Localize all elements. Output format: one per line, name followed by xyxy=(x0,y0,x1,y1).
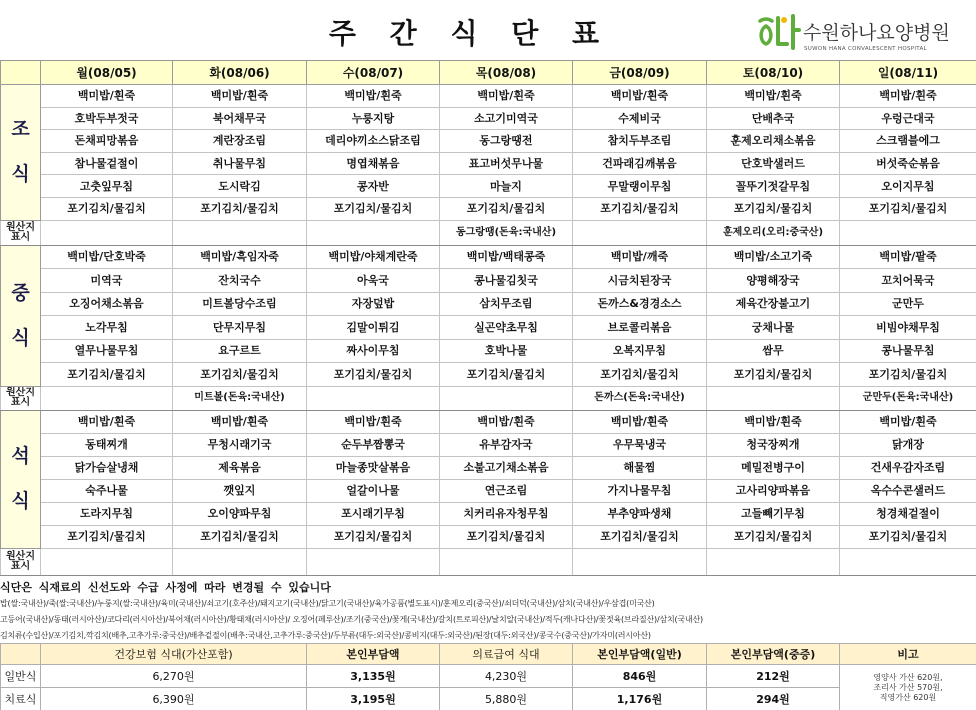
menu-cell: 가지나물무침 xyxy=(573,479,707,502)
menu-cell: 취나물무침 xyxy=(173,152,307,175)
menu-cell: 버섯죽순볶음 xyxy=(840,152,976,175)
origin-cell xyxy=(840,220,976,245)
day-header-sun: 일(08/11) xyxy=(840,61,976,85)
section-label-breakfast xyxy=(1,85,41,221)
menu-cell: 연근조림 xyxy=(440,479,573,502)
menu-cell: 아욱국 xyxy=(307,269,440,293)
breakfast-origin-row xyxy=(1,220,976,245)
menu-cell: 우렁근대국 xyxy=(840,107,976,130)
menu-cell: 포기김치/물김치 xyxy=(840,197,976,220)
remark-line: 조리사 가산 570원, xyxy=(873,682,943,692)
section-label-dinner xyxy=(1,410,41,548)
hospital-name: 수원하나요양병원 xyxy=(803,22,950,44)
origin-cell xyxy=(173,548,307,575)
section-label-text xyxy=(1,120,40,184)
menu-cell: 얼갈이나물 xyxy=(307,479,440,502)
menu-cell: 쌈무 xyxy=(707,339,840,363)
section-label-char: 식 xyxy=(11,163,30,186)
menu-cell: 고춧잎무침 xyxy=(41,175,173,198)
menu-cell: 백미밥/흰죽 xyxy=(840,410,976,433)
menu-cell: 백미밥/백태콩죽 xyxy=(440,245,573,269)
origin-cell xyxy=(573,220,707,245)
menu-cell: 오복지무침 xyxy=(573,339,707,363)
dinner-row xyxy=(1,410,976,433)
dinner-origin-row xyxy=(1,548,976,575)
price-header: 본인부담액 xyxy=(307,644,440,665)
day-header-row xyxy=(1,61,976,85)
meal-price-table xyxy=(0,643,976,710)
menu-cell: 스크램블에그 xyxy=(840,130,976,153)
menu-cell: 콩나물무침 xyxy=(840,339,976,363)
price-value: 846원 xyxy=(573,665,707,688)
origin-note-line: 고등어(국내산)/동태(러시아산)/코다리(러시아산)/북어채(러시아산)/황태채(러시아산)/ 오징어(페루산)/조기(중국산)/꽃게(국내산)/갈치(트로피산)/날치알(국내산)/적두(캐나다산)/꽃젓육(브라질산)/삼치(국내산) xyxy=(0,615,703,624)
menu-cell: 건새우감자조림 xyxy=(840,456,976,479)
section-label-text xyxy=(1,447,40,511)
menu-cell: 포기김치/물김치 xyxy=(840,525,976,548)
lunch-row xyxy=(1,245,976,269)
menu-cell: 고사리양파볶음 xyxy=(707,479,840,502)
origin-label-line: 원산지 xyxy=(6,221,35,233)
menu-cell: 메밀전병구이 xyxy=(707,456,840,479)
menu-cell: 콩자반 xyxy=(307,175,440,198)
price-value: 3,195원 xyxy=(307,688,440,710)
menu-cell: 짜사이무침 xyxy=(307,339,440,363)
menu-cell: 제육볶음 xyxy=(173,456,307,479)
menu-cell: 꼬치어묵국 xyxy=(840,269,976,293)
price-value: 5,880원 xyxy=(440,688,573,710)
menu-cell: 치커리유자청무침 xyxy=(440,502,573,525)
menu-cell: 돈까스&경경소스 xyxy=(573,292,707,316)
origin-cell: 군만두(돈육:국내산) xyxy=(840,386,976,410)
menu-cell: 시금치된장국 xyxy=(573,269,707,293)
origin-cell xyxy=(573,548,707,575)
menu-cell: 미트볼당수조림 xyxy=(173,292,307,316)
menu-cell: 잔치국수 xyxy=(173,269,307,293)
menu-cell: 숙주나물 xyxy=(41,479,173,502)
origin-cell xyxy=(307,548,440,575)
menu-cell: 마늘지 xyxy=(440,175,573,198)
menu-cell: 참나물겉절이 xyxy=(41,152,173,175)
menu-cell: 포기김치/물김치 xyxy=(440,525,573,548)
origin-note-line: 김치류(수입산)/포기김치,깍김치(배추,고추가루:중국산)/배추겉절이(배추:국내산,고추가루:중국산)/두부류(대두:외국산)/콩비지(대두:외국산)/된장(대두:외국산)/콩국수(중국산)/가자미(러시아산) xyxy=(0,631,651,640)
price-value: 3,135원 xyxy=(307,665,440,688)
origin-label-line: 표시 xyxy=(10,560,31,572)
origin-cell xyxy=(41,548,173,575)
weekly-menu-table xyxy=(0,60,976,576)
menu-cell: 표고버섯무나물 xyxy=(440,152,573,175)
menu-cell: 포기김치/물김치 xyxy=(440,197,573,220)
menu-cell: 노각무침 xyxy=(41,316,173,340)
menu-cell: 백미밥/흰죽 xyxy=(573,85,707,108)
price-value: 1,176원 xyxy=(573,688,707,710)
menu-cell: 비빔야채무침 xyxy=(840,316,976,340)
lunch-row xyxy=(1,316,976,340)
menu-cell: 요구르트 xyxy=(173,339,307,363)
menu-cell: 도시락김 xyxy=(173,175,307,198)
remark-line: 영양사 가산 620원, xyxy=(873,672,943,682)
dinner-row xyxy=(1,525,976,548)
price-header: 건강보험 식대(가산포함) xyxy=(41,644,307,665)
menu-cell: 오이양파무침 xyxy=(173,502,307,525)
menu-cell: 소고기미역국 xyxy=(440,107,573,130)
menu-cell: 단무지무침 xyxy=(173,316,307,340)
origin-cell: 돈까스(돈육:국내산) xyxy=(573,386,707,410)
menu-cell: 옥수수콘샐러드 xyxy=(840,479,976,502)
menu-cell: 훈제오리채소볶음 xyxy=(707,130,840,153)
menu-cell: 포기김치/물김치 xyxy=(307,525,440,548)
menu-cell: 포기김치/물김치 xyxy=(707,363,840,387)
page-title: 주 간 식 단 표 xyxy=(328,17,612,50)
remark-cell xyxy=(840,665,976,710)
breakfast-row xyxy=(1,152,976,175)
menu-cell: 군만두 xyxy=(840,292,976,316)
menu-cell: 포기김치/물김치 xyxy=(840,363,976,387)
origin-cell xyxy=(840,548,976,575)
menu-cell: 닭가슴살냉채 xyxy=(41,456,173,479)
price-header-row xyxy=(1,644,976,665)
menu-cell: 백미밥/흰죽 xyxy=(840,85,976,108)
origin-label-line: 원산지 xyxy=(6,550,35,562)
menu-cell: 포기김치/물김치 xyxy=(173,363,307,387)
breakfast-row xyxy=(1,175,976,198)
menu-cell: 삼치무조림 xyxy=(440,292,573,316)
origin-cell: 미트볼(돈육:국내산) xyxy=(173,386,307,410)
menu-cell: 백미밥/흰죽 xyxy=(173,85,307,108)
price-value: 294원 xyxy=(707,688,840,710)
price-row xyxy=(1,665,976,688)
dinner-row xyxy=(1,456,976,479)
origin-cell xyxy=(307,386,440,410)
menu-cell: 백미밥/흰죽 xyxy=(707,410,840,433)
menu-cell: 포기김치/물김치 xyxy=(573,197,707,220)
menu-cell: 동태찌개 xyxy=(41,433,173,456)
menu-cell: 백미밥/소고기죽 xyxy=(707,245,840,269)
origin-note-line: 밥(쌀:국내산)/죽(쌀:국내산)/누룽지(쌀:국내산)/육미(국내산)/쇠고기(호주산)/돼지고기(국내산)/닭고기(국내산)/육가공품(별도표시)/훈제오리(중국산)/쇠더덕(국내산)/삼치(국내산)/우삼겹(미국산) xyxy=(0,599,655,608)
menu-cell: 계란장조림 xyxy=(173,130,307,153)
origin-cell xyxy=(707,548,840,575)
menu-cell: 마늘종맛살볶음 xyxy=(307,456,440,479)
corner-cell xyxy=(1,61,41,85)
menu-cell: 도라지무침 xyxy=(41,502,173,525)
origin-cell xyxy=(440,386,573,410)
price-header: 본인부담액(중증) xyxy=(707,644,840,665)
menu-cell: 깻잎지 xyxy=(173,479,307,502)
lunch-origin-row xyxy=(1,386,976,410)
menu-cell: 브로콜리볶음 xyxy=(573,316,707,340)
menu-cell: 포기김치/물김치 xyxy=(573,525,707,548)
day-header-sat: 토(08/10) xyxy=(707,61,840,85)
origin-cell xyxy=(173,220,307,245)
menu-cell: 백미밥/흰죽 xyxy=(41,410,173,433)
notes-section xyxy=(0,575,976,643)
origin-cell xyxy=(307,220,440,245)
menu-cell: 백미밥/흰죽 xyxy=(307,85,440,108)
section-label-char: 석 xyxy=(11,445,30,468)
menu-cell: 백미밥/팥죽 xyxy=(840,245,976,269)
lunch-row xyxy=(1,292,976,316)
menu-cell: 건파래김깨볶음 xyxy=(573,152,707,175)
hospital-name-english: SUWON HANA CONVALESCENT HOSPITAL xyxy=(804,46,927,52)
menu-cell: 백미밥/야채계란죽 xyxy=(307,245,440,269)
origin-label xyxy=(1,220,41,245)
menu-cell: 궁채나물 xyxy=(707,316,840,340)
menu-cell: 부추양파생채 xyxy=(573,502,707,525)
breakfast-row xyxy=(1,107,976,130)
menu-cell: 북어채무국 xyxy=(173,107,307,130)
section-label-char: 조 xyxy=(11,118,30,141)
menu-cell: 단배추국 xyxy=(707,107,840,130)
menu-cell: 백미밥/흰죽 xyxy=(440,85,573,108)
menu-cell: 오징어채소볶음 xyxy=(41,292,173,316)
dinner-row xyxy=(1,433,976,456)
menu-cell: 소불고기채소볶음 xyxy=(440,456,573,479)
menu-cell: 호박나물 xyxy=(440,339,573,363)
menu-cell: 자장덮밥 xyxy=(307,292,440,316)
menu-cell: 포기김치/물김치 xyxy=(41,363,173,387)
menu-cell: 단호박샐러드 xyxy=(707,152,840,175)
price-header: 본인부담액(일반) xyxy=(573,644,707,665)
dinner-row xyxy=(1,502,976,525)
origin-label-line: 표시 xyxy=(10,397,31,409)
menu-cell: 청국장찌개 xyxy=(707,433,840,456)
origin-cell xyxy=(440,548,573,575)
menu-cell: 포기김치/물김치 xyxy=(440,363,573,387)
origin-cell xyxy=(707,386,840,410)
price-row-label: 치료식 xyxy=(1,688,41,710)
menu-cell: 고들빼기무침 xyxy=(707,502,840,525)
section-label-char: 식 xyxy=(11,326,30,349)
origin-label-line: 원산지 xyxy=(6,387,35,399)
price-value: 6,390원 xyxy=(41,688,307,710)
price-corner-cell xyxy=(1,644,41,665)
origin-label-line: 표시 xyxy=(10,231,31,243)
origin-label xyxy=(1,386,41,410)
hospital-logo-mark-icon xyxy=(757,12,801,52)
origin-cell xyxy=(41,220,173,245)
section-label-char: 중 xyxy=(11,281,30,304)
day-header-wed: 수(08/07) xyxy=(307,61,440,85)
price-row xyxy=(1,688,976,710)
breakfast-row xyxy=(1,130,976,153)
menu-cell: 포기김치/물김치 xyxy=(707,197,840,220)
menu-cell: 백미밥/흰죽 xyxy=(307,410,440,433)
menu-cell: 청경채겉절이 xyxy=(840,502,976,525)
lunch-row xyxy=(1,339,976,363)
menu-cell: 무말랭이무침 xyxy=(573,175,707,198)
menu-cell: 양평해장국 xyxy=(707,269,840,293)
price-value: 212원 xyxy=(707,665,840,688)
menu-cell: 백미밥/깨죽 xyxy=(573,245,707,269)
menu-cell: 포시래기무침 xyxy=(307,502,440,525)
menu-cell: 포기김치/물김치 xyxy=(307,363,440,387)
menu-cell: 백미밥/흰죽 xyxy=(173,410,307,433)
menu-cell: 포기김치/물김치 xyxy=(41,525,173,548)
menu-cell: 김말이튀김 xyxy=(307,316,440,340)
dinner-row xyxy=(1,479,976,502)
menu-cell: 포기김치/물김치 xyxy=(707,525,840,548)
menu-cell: 오이지무침 xyxy=(840,175,976,198)
day-header-thu: 목(08/08) xyxy=(440,61,573,85)
menu-cell: 포기김치/물김치 xyxy=(41,197,173,220)
menu-cell: 데리야끼소스닭조림 xyxy=(307,130,440,153)
breakfast-row xyxy=(1,85,976,108)
menu-cell: 백미밥/단호박죽 xyxy=(41,245,173,269)
hospital-logo xyxy=(757,10,972,56)
menu-cell: 우무묵냉국 xyxy=(573,433,707,456)
menu-cell: 백미밥/흰죽 xyxy=(41,85,173,108)
menu-cell: 포기김치/물김치 xyxy=(573,363,707,387)
menu-cell: 유부감자국 xyxy=(440,433,573,456)
menu-cell: 누룽지탕 xyxy=(307,107,440,130)
section-label-lunch xyxy=(1,245,41,386)
menu-cell: 포기김치/물김치 xyxy=(173,525,307,548)
origin-cell xyxy=(41,386,173,410)
menu-cell: 열무나물무침 xyxy=(41,339,173,363)
section-label-char: 식 xyxy=(11,490,30,513)
remark-line: 직영가산 620원 xyxy=(879,692,937,702)
menu-cell: 백미밥/흑임자죽 xyxy=(173,245,307,269)
menu-cell: 동그랑땡전 xyxy=(440,130,573,153)
menu-cell: 해물찜 xyxy=(573,456,707,479)
price-row-label: 일반식 xyxy=(1,665,41,688)
day-header-tue: 화(08/06) xyxy=(173,61,307,85)
breakfast-row xyxy=(1,197,976,220)
menu-cell: 백미밥/흰죽 xyxy=(440,410,573,433)
menu-cell: 닭개장 xyxy=(840,433,976,456)
menu-cell: 무청시래기국 xyxy=(173,433,307,456)
price-header: 의료급여 식대 xyxy=(440,644,573,665)
menu-cell: 순두부짬뽕국 xyxy=(307,433,440,456)
menu-cell: 백미밥/흰죽 xyxy=(573,410,707,433)
menu-cell: 제육간장불고기 xyxy=(707,292,840,316)
menu-cell: 포기김치/물김치 xyxy=(173,197,307,220)
menu-cell: 콩나물김칫국 xyxy=(440,269,573,293)
menu-cell: 호박두부젓국 xyxy=(41,107,173,130)
price-header: 비고 xyxy=(840,644,976,665)
origin-cell: 동그랑땡(돈육:국내산) xyxy=(440,220,573,245)
day-header-mon: 월(08/05) xyxy=(41,61,173,85)
origin-cell: 훈제오리(오리:중국산) xyxy=(707,220,840,245)
menu-cell: 돈채피망볶음 xyxy=(41,130,173,153)
menu-cell: 꼴뚜기젓갈무침 xyxy=(707,175,840,198)
menu-cell: 명엽채볶음 xyxy=(307,152,440,175)
section-label-text xyxy=(1,281,40,349)
menu-cell: 실곤약초무침 xyxy=(440,316,573,340)
origin-label xyxy=(1,548,41,575)
menu-change-notice: 식단은 식재료의 신선도와 수급 사정에 따라 변경될 수 있습니다 xyxy=(0,581,331,594)
menu-cell: 참치두부조림 xyxy=(573,130,707,153)
menu-cell: 포기김치/물김치 xyxy=(307,197,440,220)
menu-cell: 수제비국 xyxy=(573,107,707,130)
menu-cell: 미역국 xyxy=(41,269,173,293)
menu-cell: 백미밥/흰죽 xyxy=(707,85,840,108)
lunch-row xyxy=(1,363,976,387)
lunch-row xyxy=(1,269,976,293)
price-value: 4,230원 xyxy=(440,665,573,688)
price-value: 6,270원 xyxy=(41,665,307,688)
day-header-fri: 금(08/09) xyxy=(573,61,707,85)
